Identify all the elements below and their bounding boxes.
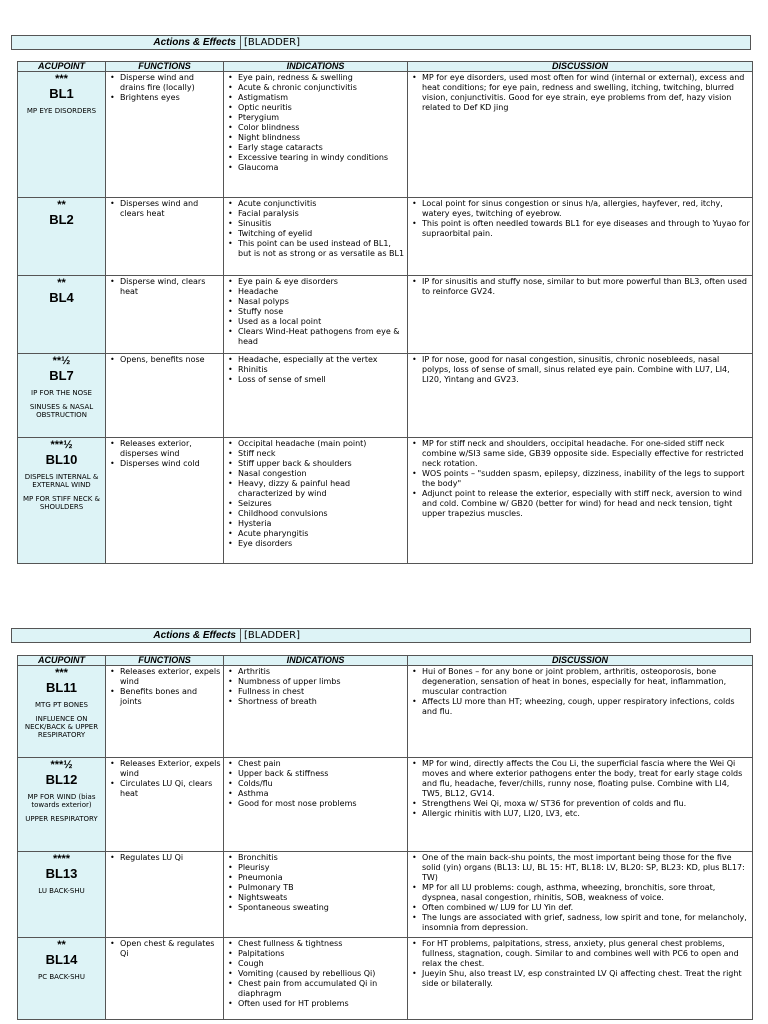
list-item: • Opens, benefits nose — [108, 355, 221, 365]
acupoint-cell — [18, 198, 106, 276]
discussion-cell — [408, 438, 753, 564]
functions-cell — [106, 438, 224, 564]
list-item: • Astigmatism — [226, 93, 405, 103]
functions-cell — [106, 354, 224, 438]
list-item: • Pneumonia — [226, 873, 405, 883]
list-item: • Eye pain, redness & swelling — [226, 73, 405, 83]
list-item: • Pulmonary TB — [226, 883, 405, 893]
list-item: • Numbness of upper limbs — [226, 677, 405, 687]
list-item: • This point is often needled towards BL1 for eye diseases and through to Yuyao for supraorbital pain. — [410, 219, 750, 239]
discussion-cell — [408, 354, 753, 438]
acupoint-cell — [18, 666, 106, 758]
functions-cell — [106, 276, 224, 354]
list-item: • Often used for HT problems — [226, 999, 405, 1009]
point-code: BL7 — [49, 368, 74, 383]
list-item: • One of the main back-shu points, the most important being those for the five solid (yin) organs (BL13: LU, BL 15: HT, BL18: LV, BL20: SP, BL23: KD, plus BL17: TW) — [410, 853, 750, 883]
rating-stars: ** — [57, 277, 66, 289]
list-item: • Clears Wind-Heat pathogens from eye & head — [226, 327, 405, 347]
discussion-cell — [408, 198, 753, 276]
list-item: • Hui of Bones – for any bone or joint problem, arthritis, osteoporosis, bone degeneration, sensation of heat in bones, especially for heat, inflammation, muscular contraction — [410, 667, 750, 697]
list-item: • Eye pain & eye disorders — [226, 277, 405, 287]
acupoint-table-1 — [17, 61, 753, 564]
indications-cell — [224, 666, 408, 758]
list-item: • Local point for sinus congestion or sinus h/a, allergies, hayfever, red, itchy, watery eyes, twitching of eyebrow. — [410, 199, 750, 219]
list-item: • Brightens eyes — [108, 93, 221, 103]
indications-cell — [224, 938, 408, 1020]
list-item: • Chest pain from accumulated Qi in diaphragm — [226, 979, 405, 999]
actions-effects-title: Actions & Effects — [153, 630, 236, 641]
list-item: • Vomiting (caused by rebellious Qi) — [226, 969, 405, 979]
table-row — [18, 438, 753, 564]
table-row — [18, 852, 753, 938]
column-header-acupoint: ACUPOINT — [18, 62, 106, 72]
column-header-acupoint: ACUPOINT — [18, 656, 106, 666]
point-code: BL14 — [45, 952, 78, 967]
actions-effects-title: Actions & Effects — [153, 37, 236, 48]
table-row — [18, 72, 753, 198]
acupoint-cell — [18, 758, 106, 852]
list-item: • Disperse wind and drains fire (locally) — [108, 73, 221, 93]
acupoint-cell — [18, 938, 106, 1020]
point-code: BL4 — [49, 290, 74, 305]
point-note: UPPER RESPIRATORY — [25, 815, 98, 823]
list-item: • Disperse wind, clears heat — [108, 277, 221, 297]
point-note: PC BACK-SHU — [38, 973, 85, 981]
list-item: • MP for stiff neck and shoulders, occipital headache. For one-sided stiff neck combine w/SI3 same side, GB39 opposite side. Especially effective for restricted neck rotation. — [410, 439, 750, 469]
list-item: • Fullness in chest — [226, 687, 405, 697]
point-code: BL11 — [45, 680, 78, 695]
acupoint-cell — [18, 276, 106, 354]
list-item: • Eye disorders — [226, 539, 405, 549]
point-note: MP EYE DISORDERS — [26, 107, 97, 115]
list-item: • WOS points – "sudden spasm, epilepsy, dizziness, inability of the legs to support the body" — [410, 469, 750, 489]
list-item: • Releases exterior, disperses wind — [108, 439, 221, 459]
point-note: MTG PT BONES — [35, 701, 88, 709]
list-item: • Pterygium — [226, 113, 405, 123]
list-item: • IP for nose, good for nasal congestion, sinusitis, chronic nosebleeds, nasal polyps, loss of sense of small, sinus related eye pain. Combine with LU7, LI4, LI20, Yintang and GV23. — [410, 355, 750, 385]
table-row — [18, 354, 753, 438]
discussion-cell — [408, 758, 753, 852]
list-item: • Twitching of eyelid — [226, 229, 405, 239]
list-item: • Occipital headache (main point) — [226, 439, 405, 449]
list-item: • Stiff neck — [226, 449, 405, 459]
list-item: • Pleurisy — [226, 863, 405, 873]
list-item: • Glaucoma — [226, 163, 405, 173]
point-code: BL1 — [49, 86, 74, 101]
list-item: • Nasal congestion — [226, 469, 405, 479]
list-item: • Affects LU more than HT; wheezing, cough, upper respiratory infections, colds and flu. — [410, 697, 750, 717]
point-code: BL12 — [45, 772, 78, 787]
list-item: • Chest fullness & tightness — [226, 939, 405, 949]
list-item: • Asthma — [226, 789, 405, 799]
section-header-2 — [11, 628, 751, 643]
acupoint-cell — [18, 852, 106, 938]
indications-cell — [224, 198, 408, 276]
list-item: • Strengthens Wei Qi, moxa w/ ST36 for prevention of colds and flu. — [410, 799, 750, 809]
list-item: • Seizures — [226, 499, 405, 509]
point-note: LU BACK-SHU — [38, 887, 85, 895]
list-item: • Optic neuritis — [226, 103, 405, 113]
list-item: • IP for sinusitis and stuffy nose, similar to but more powerful than BL3, often used to reinforce GV24. — [410, 277, 750, 297]
column-header-indications: INDICATIONS — [224, 62, 408, 72]
point-code: BL10 — [45, 452, 78, 467]
list-item: • Palpitations — [226, 949, 405, 959]
column-header-discussion: DISCUSSION — [408, 656, 753, 666]
indications-cell — [224, 72, 408, 198]
discussion-cell — [408, 72, 753, 198]
list-item: • Stuffy nose — [226, 307, 405, 317]
list-item: • MP for eye disorders, used most often for wind (internal or external), excess and heat conditions; for eye pain, redness and swelling, itching, twitching, blurred vision, conjunctivitis. Good for eye strain, eye problems from def, hazy vision related to Def KD jing — [410, 73, 750, 113]
list-item: • Circulates LU Qi, clears heat — [108, 779, 221, 799]
rating-stars: ***½ — [50, 439, 73, 451]
list-item: • Shortness of breath — [226, 697, 405, 707]
acupoint-table-2 — [17, 655, 753, 1020]
column-header-functions: FUNCTIONS — [106, 62, 224, 72]
list-item: • Good for most nose problems — [226, 799, 405, 809]
indications-cell — [224, 758, 408, 852]
list-item: • Regulates LU Qi — [108, 853, 221, 863]
point-code: BL13 — [45, 866, 78, 881]
indications-cell — [224, 438, 408, 564]
list-item: • This point can be used instead of BL1, but is not as strong or as versatile as BL1 — [226, 239, 405, 259]
rating-stars: ** — [57, 939, 66, 951]
rating-stars: **** — [52, 853, 71, 865]
table-row — [18, 276, 753, 354]
list-item: • Hysteria — [226, 519, 405, 529]
point-note: SINUSES & NASAL OBSTRUCTION — [29, 403, 94, 419]
rating-stars: **½ — [52, 355, 71, 367]
list-item: • Sinusitis — [226, 219, 405, 229]
list-item: • Heavy, dizzy & painful head characterized by wind — [226, 479, 405, 499]
list-item: • Colds/flu — [226, 779, 405, 789]
list-item: • Disperses wind and clears heat — [108, 199, 221, 219]
list-item: • MP for all LU problems: cough, asthma, wheezing, bronchitis, sore throat, dyspnea, nasal congestion, rhinitis, SOB, weakness of voice. — [410, 883, 750, 903]
list-item: • Loss of sense of smell — [226, 375, 405, 385]
indications-cell — [224, 276, 408, 354]
functions-cell — [106, 938, 224, 1020]
list-item: • Benefits bones and joints — [108, 687, 221, 707]
list-item: • Acute pharyngitis — [226, 529, 405, 539]
list-item: • Open chest & regulates Qi — [108, 939, 221, 959]
discussion-cell — [408, 276, 753, 354]
discussion-cell — [408, 666, 753, 758]
list-item: • MP for wind, directly affects the Cou Li, the superficial fascia where the Wei Qi moves and where exterior pathogens enter the body, treat for early stage colds and flu, headache, fever/chills, runny nose, floating pulse. Combine with LI4, TW5, BL12, GV14. — [410, 759, 750, 799]
list-item: • Spontaneous sweating — [226, 903, 405, 913]
list-item: • Acute conjunctivitis — [226, 199, 405, 209]
section-label: [BLADDER] — [240, 36, 300, 49]
functions-cell — [106, 852, 224, 938]
rating-stars: *** — [55, 667, 68, 679]
list-item: • The lungs are associated with grief, sadness, low spirit and tone, for melancholy, insomnia from depression. — [410, 913, 750, 933]
functions-cell — [106, 758, 224, 852]
discussion-cell — [408, 852, 753, 938]
acupoint-cell — [18, 438, 106, 564]
table-row — [18, 938, 753, 1020]
list-item: • Nightsweats — [226, 893, 405, 903]
list-item: • Childhood convulsions — [226, 509, 405, 519]
section-label: [BLADDER] — [240, 629, 300, 642]
list-item: • Acute & chronic conjunctivitis — [226, 83, 405, 93]
list-item: • Cough — [226, 959, 405, 969]
point-note: DISPELS INTERNAL & EXTERNAL WIND — [24, 473, 99, 489]
acupoint-cell — [18, 354, 106, 438]
indications-cell — [224, 852, 408, 938]
list-item: • Excessive tearing in windy conditions — [226, 153, 405, 163]
list-item: • Disperses wind cold — [108, 459, 221, 469]
list-item: • Releases exterior, expels wind — [108, 667, 221, 687]
list-item: • Upper back & stiffness — [226, 769, 405, 779]
column-header-indications: INDICATIONS — [224, 656, 408, 666]
discussion-cell — [408, 938, 753, 1020]
list-item: • Bronchitis — [226, 853, 405, 863]
functions-cell — [106, 198, 224, 276]
list-item: • Facial paralysis — [226, 209, 405, 219]
list-item: • Allergic rhinitis with LU7, LI20, LV3, etc. — [410, 809, 750, 819]
list-item: • Often combined w/ LU9 for LU Yin def. — [410, 903, 750, 913]
point-note: MP FOR STIFF NECK & SHOULDERS — [23, 495, 100, 511]
list-item: • Headache — [226, 287, 405, 297]
table-row — [18, 666, 753, 758]
functions-cell — [106, 72, 224, 198]
column-header-functions: FUNCTIONS — [106, 656, 224, 666]
list-item: • Chest pain — [226, 759, 405, 769]
list-item: • Jueyin Shu, also treast LV, esp constrainted LV Qi affecting chest. Treat the right side or bilaterally. — [410, 969, 750, 989]
list-item: • Night blindness — [226, 133, 405, 143]
list-item: • Color blindness — [226, 123, 405, 133]
point-note: INFLUENCE ON NECK/BACK & UPPER RESPIRATORY — [24, 715, 99, 739]
indications-cell — [224, 354, 408, 438]
point-note: IP FOR THE NOSE — [31, 389, 92, 397]
list-item: • Adjunct point to release the exterior, especially with stiff neck, aversion to wind and cold. Combine w/ GB20 (better for wind) for head and neck tension, tight upper trapezius muscles. — [410, 489, 750, 519]
acupoint-cell — [18, 72, 106, 198]
section-header-1 — [11, 35, 751, 50]
list-item: • Headache, especially at the vertex — [226, 355, 405, 365]
rating-stars: ***½ — [50, 759, 73, 771]
column-header-discussion: DISCUSSION — [408, 62, 753, 72]
functions-cell — [106, 666, 224, 758]
list-item: • For HT problems, palpitations, stress, anxiety, plus general chest problems, fullness, stagnation, cough. Similar to and combines well with PC6 to open and relax the chest. — [410, 939, 750, 969]
list-item: • Stiff upper back & shoulders — [226, 459, 405, 469]
point-note: MP FOR WIND (bias towards exterior) — [27, 793, 96, 809]
rating-stars: ** — [57, 199, 66, 211]
list-item: • Arthritis — [226, 667, 405, 677]
point-code: BL2 — [49, 212, 74, 227]
list-item: • Used as a local point — [226, 317, 405, 327]
table-row — [18, 758, 753, 852]
list-item: • Nasal polyps — [226, 297, 405, 307]
table-row — [18, 198, 753, 276]
rating-stars: *** — [55, 73, 68, 85]
list-item: • Rhinitis — [226, 365, 405, 375]
list-item: • Releases Exterior, expels wind — [108, 759, 221, 779]
list-item: • Early stage cataracts — [226, 143, 405, 153]
